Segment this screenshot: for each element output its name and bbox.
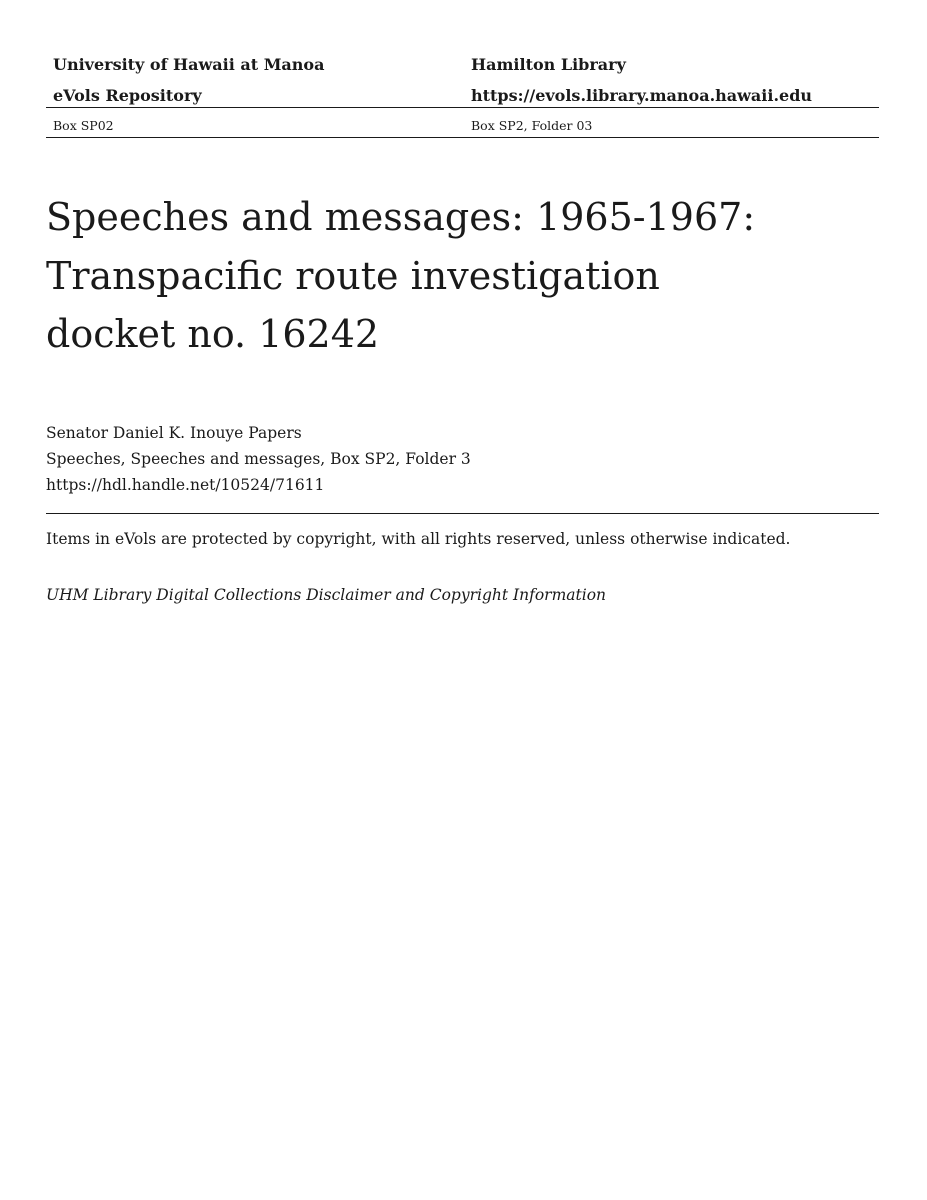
- series-path: Speeches, Speeches and messages, Box SP2, Folder 3: [46, 450, 471, 468]
- content-divider: [46, 513, 879, 514]
- box-label-right: Box SP2, Folder 03: [471, 118, 593, 133]
- header-divider-bottom: [46, 137, 879, 138]
- disclaimer-link[interactable]: UHM Library Digital Collections Disclaimer and Copyright Information: [46, 586, 607, 604]
- title-line-3: docket no. 16242: [46, 312, 380, 356]
- title-line-1: Speeches and messages: 1965-1967:: [46, 195, 756, 239]
- header-divider-top: [46, 107, 879, 108]
- copyright-notice: Items in eVols are protected by copyright, with all rights reserved, unless otherwise indicated.: [46, 530, 791, 548]
- header-row-2: [46, 85, 879, 109]
- document-title: [46, 188, 806, 364]
- document-metadata: [46, 420, 471, 498]
- collection-name: Senator Daniel K. Inouye Papers: [46, 424, 302, 442]
- document-page: [46, 0, 879, 1200]
- repository-name: eVols Repository: [53, 86, 202, 105]
- institution-name: University of Hawaii at Manoa: [53, 55, 325, 74]
- library-name: Hamilton Library: [471, 55, 626, 74]
- handle-url-link[interactable]: https://hdl.handle.net/10524/71611: [46, 476, 325, 494]
- title-line-2: Transpacific route investigation: [46, 253, 660, 298]
- header-row-1: [46, 54, 879, 78]
- repository-url-link[interactable]: https://evols.library.manoa.hawaii.edu: [471, 86, 813, 105]
- box-label-left: Box SP02: [53, 118, 114, 133]
